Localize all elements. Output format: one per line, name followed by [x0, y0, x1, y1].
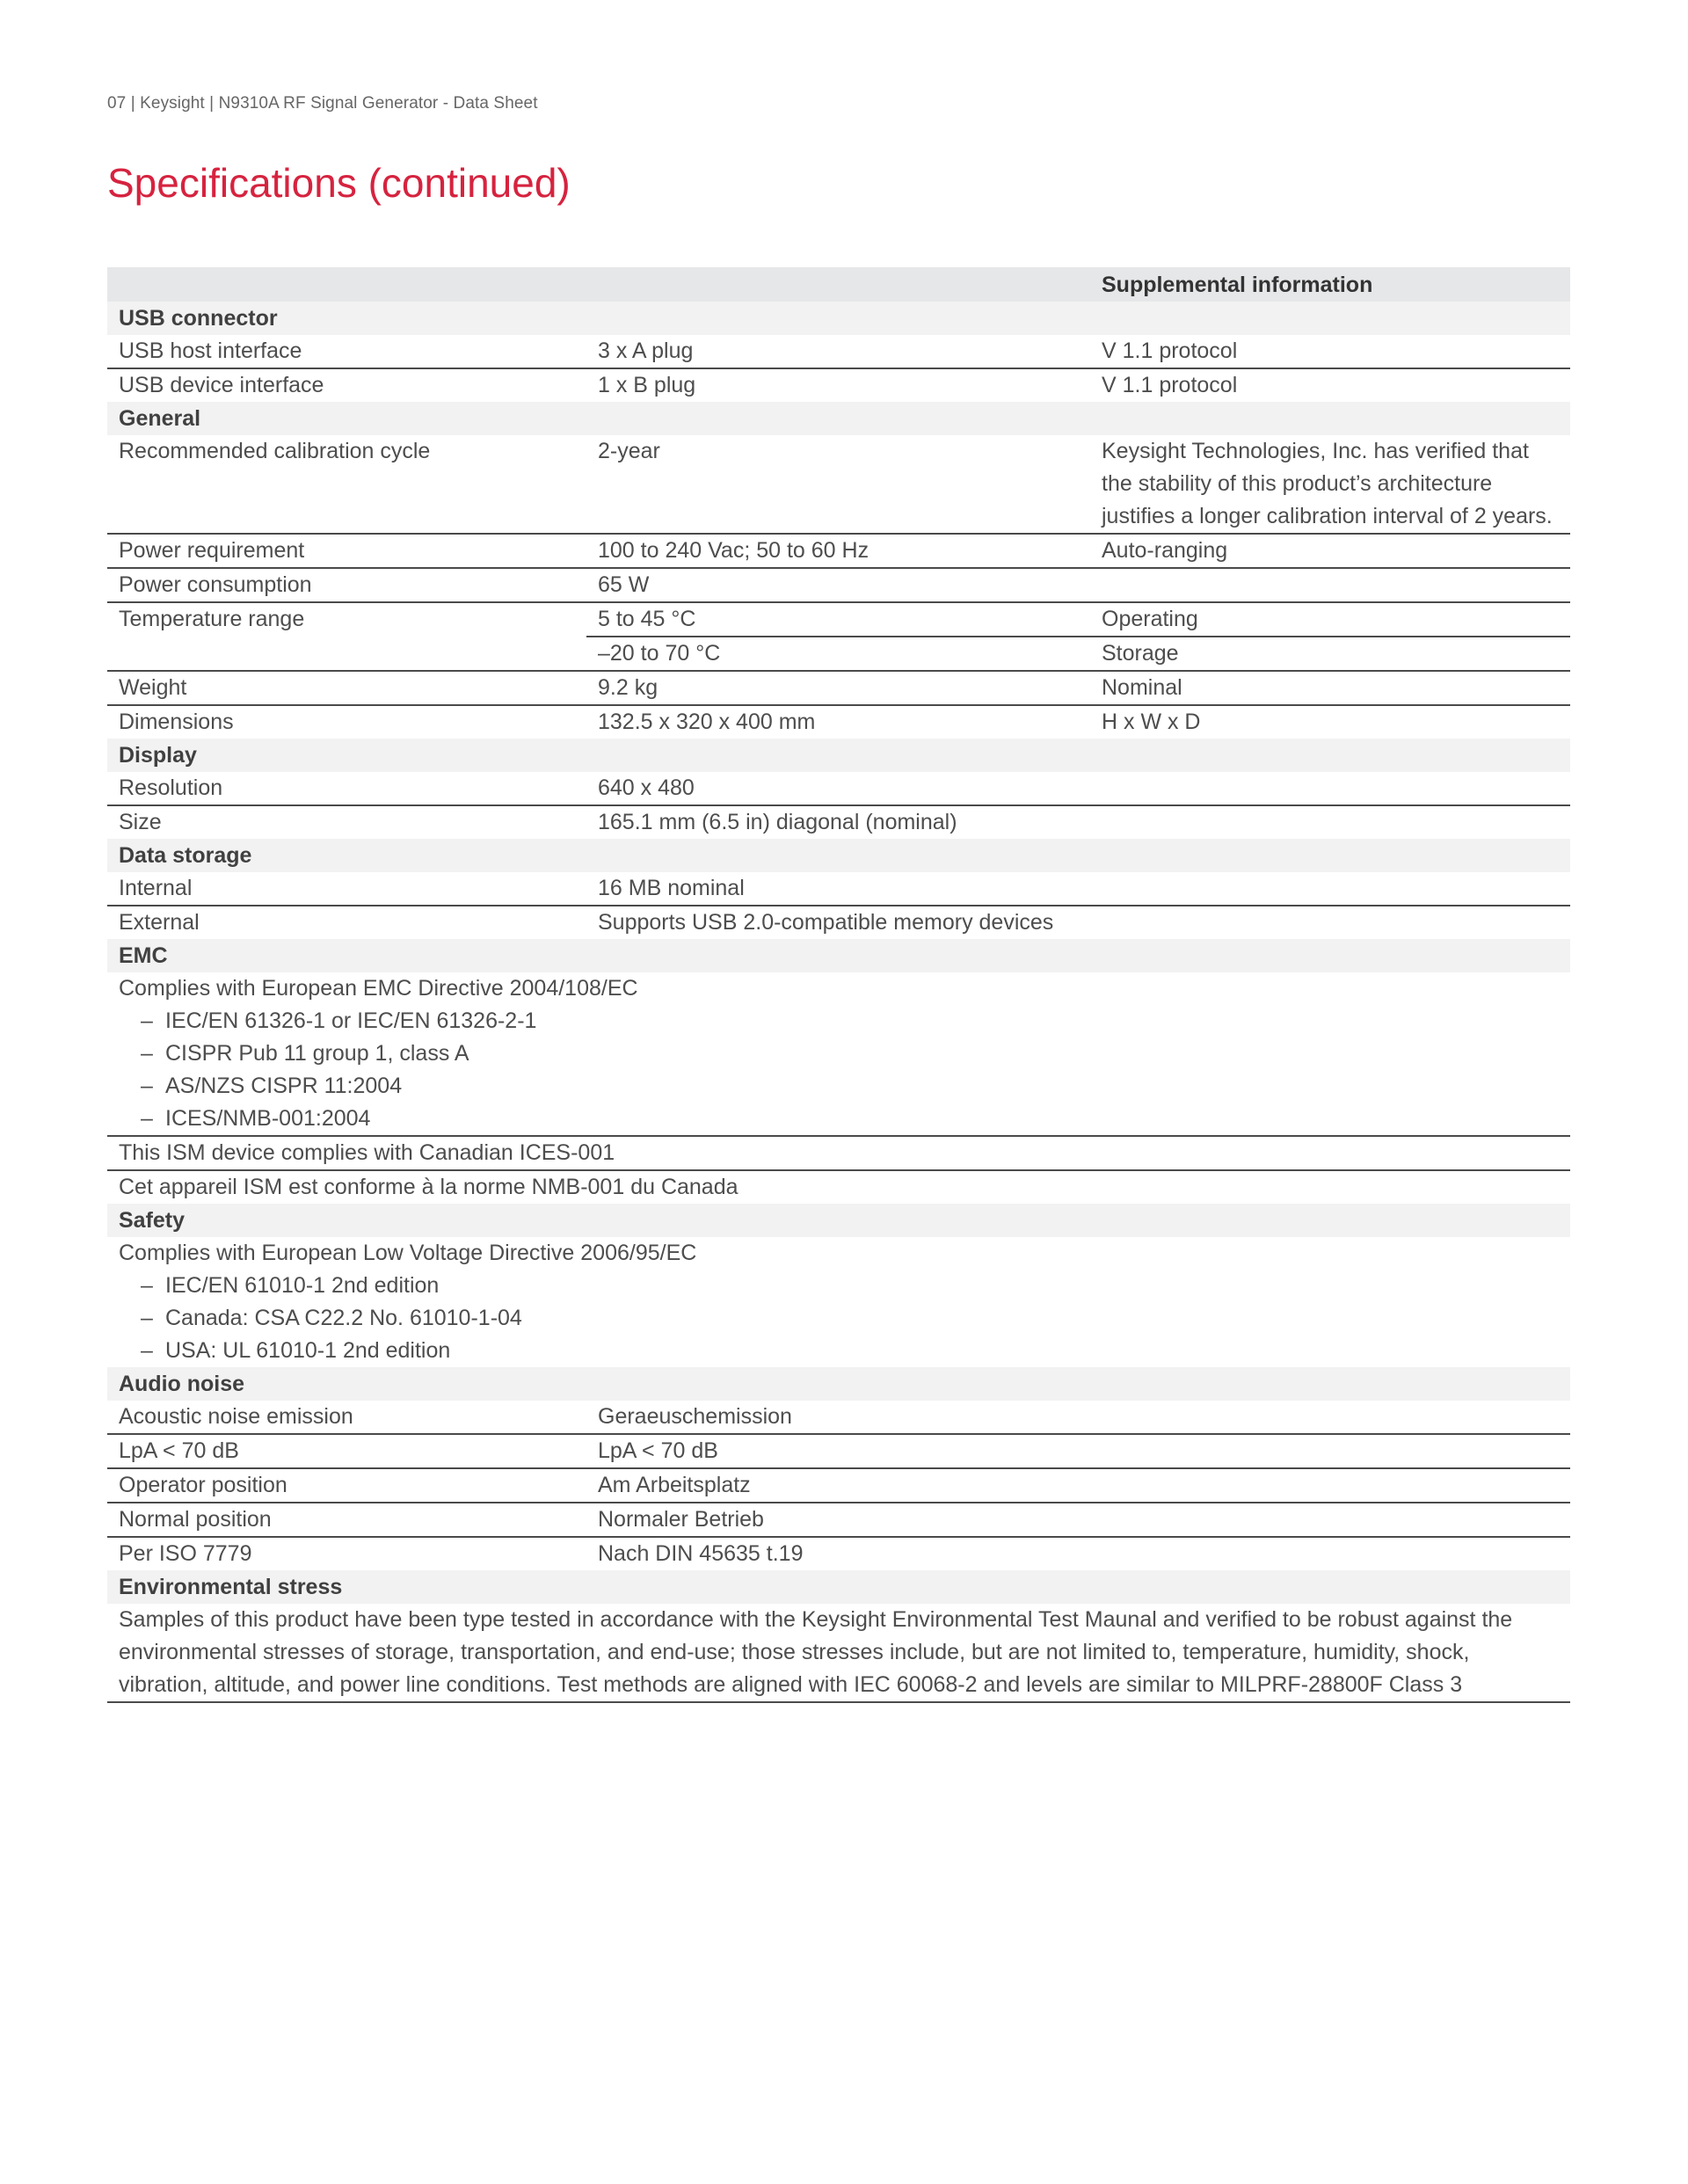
- spec-label: External: [119, 910, 200, 935]
- section-heading-emc: EMC: [107, 939, 1570, 972]
- section-heading-safety: Safety: [107, 1204, 1570, 1237]
- spec-value: –20 to 70 °C: [586, 637, 1090, 671]
- spec-note: V 1.1 protocol: [1102, 373, 1238, 397]
- table-row: [107, 972, 1570, 1136]
- spec-label: USB host interface: [107, 335, 586, 368]
- spec-value: 65 W: [586, 568, 1090, 602]
- table-row: [107, 671, 1570, 705]
- spec-value: 5 to 45 °C: [586, 602, 1090, 637]
- spec-label: Weight: [107, 671, 586, 705]
- spec-value: Nach DIN 45635 t.19: [598, 1541, 804, 1566]
- list-item: – ICES/NMB-001:2004: [141, 1106, 371, 1131]
- table-row: [107, 1604, 1570, 1702]
- list-item: – CISPR Pub 11 group 1, class A: [141, 1041, 469, 1066]
- spec-label: Dimensions: [119, 710, 234, 734]
- spec-note: V 1.1 protocol: [1090, 335, 1570, 368]
- table-row: [107, 534, 1570, 568]
- spec-value: LpA < 70 dB: [586, 1434, 1090, 1468]
- environmental-stress-text: Samples of this product have been type tested in accordance with the Keysight Environmental Test Maunal and verified to be robust against the environmental stresses of storage, transportation, and end-use; those stresses include, but are not limited to, temperature, humidity, shock, vibration, altitude, and power line conditions. Test methods are aligned with IEC 60068-2 and levels are similar to MILPRF-28800F Class 3: [107, 1604, 1570, 1702]
- section-heading-usb: USB connector: [107, 302, 1570, 335]
- spec-value: 1 x B plug: [598, 373, 696, 397]
- table-row: [107, 872, 1570, 906]
- spec-note: Auto-ranging: [1090, 534, 1570, 568]
- list-item: – AS/NZS CISPR 11:2004: [141, 1074, 403, 1098]
- safety-standards-list: [119, 1270, 1570, 1367]
- spec-label: Size: [119, 810, 162, 834]
- list-item: – Canada: CSA C22.2 No. 61010-1-04: [141, 1306, 522, 1330]
- list-item: – IEC/EN 61326-1 or IEC/EN 61326-2-1: [141, 1008, 537, 1033]
- spec-label: Resolution: [107, 772, 586, 805]
- spec-label: USB device interface: [119, 373, 324, 397]
- spec-label: LpA < 70 dB: [107, 1434, 586, 1468]
- spec-note: H x W x D: [1102, 710, 1201, 734]
- spec-label: Temperature range: [107, 602, 586, 671]
- table-row: [107, 602, 1570, 637]
- spec-value: 3 x A plug: [586, 335, 1090, 368]
- running-header: 07 | Keysight | N9310A RF Signal Generator - Data Sheet: [107, 94, 538, 113]
- spec-value: 9.2 kg: [586, 671, 1090, 705]
- supplemental-information-header: Supplemental information: [1090, 267, 1570, 302]
- spec-value: 16 MB nominal: [586, 872, 1090, 906]
- table-row: [107, 705, 1570, 739]
- spec-value: 100 to 240 Vac; 50 to 60 Hz: [586, 534, 1090, 568]
- spec-value: 165.1 mm (6.5 in) diagonal (nominal): [598, 810, 957, 834]
- emc-directive: Complies with European EMC Directive 2004/108/EC: [119, 976, 638, 1001]
- spec-note: Operating: [1090, 602, 1570, 637]
- spec-note: Nominal: [1090, 671, 1570, 705]
- emc-canada-fr: Cet appareil ISM est conforme à la norme NMB-001 du Canada: [119, 1175, 738, 1199]
- spec-label: Normal position: [107, 1503, 586, 1537]
- emc-canada-en: This ISM device complies with Canadian ICES-001: [107, 1136, 1570, 1170]
- spec-value: 2-year: [586, 435, 1090, 534]
- spec-label: Recommended calibration cycle: [107, 435, 586, 534]
- table-row: [107, 1468, 1570, 1503]
- table-row: [107, 772, 1570, 805]
- spec-label: Per ISO 7779: [119, 1541, 252, 1566]
- table-row: [107, 368, 1570, 402]
- table-row: [107, 1237, 1570, 1367]
- table-row: [107, 1434, 1570, 1468]
- spec-label: Power consumption: [107, 568, 586, 602]
- section-heading-data-storage: Data storage: [107, 839, 1570, 872]
- spec-label: Internal: [107, 872, 586, 906]
- table-row: [107, 568, 1570, 602]
- safety-directive: Complies with European Low Voltage Directive 2006/95/EC: [119, 1241, 697, 1265]
- section-heading-general: General: [107, 402, 1570, 435]
- spec-value: Am Arbeitsplatz: [586, 1468, 1090, 1503]
- spec-note: Storage: [1090, 637, 1570, 671]
- spec-value: 640 x 480: [586, 772, 1090, 805]
- table-header-row: [107, 267, 1570, 302]
- table-row: [107, 435, 1570, 534]
- table-row: [107, 1170, 1570, 1204]
- table-row: [107, 1537, 1570, 1570]
- section-heading-audio-noise: Audio noise: [107, 1367, 1570, 1401]
- spec-label: Operator position: [107, 1468, 586, 1503]
- list-item: – USA: UL 61010-1 2nd edition: [141, 1338, 451, 1363]
- spec-note: [1090, 568, 1570, 602]
- spec-value: Supports USB 2.0-compatible memory devices: [598, 910, 1054, 935]
- section-heading-display: Display: [107, 739, 1570, 772]
- spec-value: Normaler Betrieb: [586, 1503, 1090, 1537]
- specifications-table: [107, 267, 1570, 1703]
- table-row: [107, 335, 1570, 368]
- spec-label: Power requirement: [107, 534, 586, 568]
- table-row: [107, 805, 1570, 839]
- table-row: [107, 906, 1570, 939]
- section-heading-environmental-stress: Environmental stress: [107, 1570, 1570, 1604]
- table-row: [107, 1401, 1570, 1434]
- spec-label: Acoustic noise emission: [107, 1401, 586, 1434]
- page-title: Specifications (continued): [107, 160, 571, 206]
- spec-value: 132.5 x 320 x 400 mm: [598, 710, 816, 734]
- table-row: [107, 1136, 1570, 1170]
- spec-note: Keysight Technologies, Inc. has verified that the stability of this product’s architecture justifies a longer calibration interval of 2 years.: [1090, 435, 1570, 534]
- emc-standards-list: [119, 1005, 1570, 1135]
- table-row: [107, 1503, 1570, 1537]
- list-item: – IEC/EN 61010-1 2nd edition: [141, 1273, 440, 1298]
- spec-value: Geraeuschemission: [586, 1401, 1090, 1434]
